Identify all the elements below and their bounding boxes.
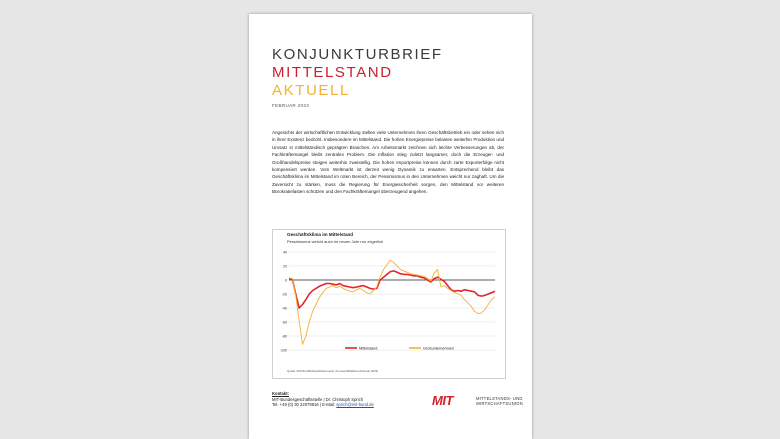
title-line-3: AKTUELL <box>272 82 350 99</box>
y-tick-label: -100 <box>279 348 287 353</box>
title-line-2: MITTELSTAND <box>272 64 393 81</box>
y-tick-label: -20 <box>281 292 287 297</box>
contact-line-2 <box>272 402 374 408</box>
legend-label: Großunternehmen <box>423 346 455 351</box>
contact-block <box>272 391 374 408</box>
y-tick-label: -60 <box>281 320 287 325</box>
chart-title: Geschäftsklima im Mittelstand <box>287 232 354 237</box>
contact-email-link[interactable]: sprich@mit-bund.de <box>336 402 374 408</box>
contact-phone: Tel. +49 (0) 30 22079816 | E-Mail: <box>272 402 337 408</box>
logo-text-line-1: MITTELSTANDS- UND <box>476 396 523 401</box>
title-line-1: KONJUNKTURBRIEF <box>272 46 443 63</box>
contact-line-1: MIT-Bundesgeschäftsstelle | Dr. Christoph Sprich <box>272 396 364 402</box>
body-paragraph: Angesichts der wirtschaftlichen Entwicklung stellen viele Unternehmen ihren Geschäftsbetrieb ein oder sehen sich in ihrer Existenz bedroht. Insbesondere im Mittelstand. Die hohen Energiepreise belasten weiterhin Produktion und Umsatz in mittelständisch geprägten Branchen. Am Arbeitsmarkt zeichnen sich leichte Verbesserungen ab, der Fachkräftemangel bleibt zentrales Problem. Die Inflation stieg zuletzt langsamer, doch die Erzeuger- und Großhandelspreise steigen weiterhin zweistellig. Die hohen Importpreise können durch zarte Exporterfolge nicht kompensiert werden. Vom Weltmarkt ist derzeit wenig Dynamik zu erwarten. Entsprechend bleibt das Geschäftsklima im Mittelstand im roten Bereich, der Pessimismus in den Unternehmen weicht nur zaghaft. Um die Zuversicht zu stärken, muss die Regierung für Energiesicherheit sorgen, den Mittelstand vor weiteren Bürokratielasten schützen und den Fachkräftemangel überzeugend angehen. <box>272 130 504 195</box>
logo-text-line-2: WIRTSCHAFTSUNION <box>476 401 523 406</box>
publication-date: FEBRUAR 2023 <box>272 103 310 108</box>
line-chart <box>273 230 505 378</box>
y-tick-label: 0 <box>285 278 287 283</box>
document-page <box>249 14 532 439</box>
legend-label: Mittelstand <box>359 346 378 351</box>
series-line-mittelstand <box>289 271 495 308</box>
contact-label: Kontakt: <box>272 391 289 396</box>
y-tick-label: -80 <box>281 334 287 339</box>
chart-source: Quelle: KfW/ifo-Mittelstandsbarometer, ifo-Geschäftsklima (Februar 2023) <box>287 369 379 373</box>
y-tick-label: -40 <box>281 306 287 311</box>
chart-subtitle: Pessimismus weicht auch im neuen Jahr nur zögerlich <box>287 239 384 244</box>
series-line-grossunternehmen <box>289 260 495 344</box>
mit-logo-mark: MIT <box>432 393 453 408</box>
y-tick-label: 20 <box>283 264 287 269</box>
y-tick-label: 40 <box>283 250 287 255</box>
mit-logo-text <box>476 396 523 406</box>
mit-logo <box>432 393 532 413</box>
chart-container <box>272 229 506 379</box>
